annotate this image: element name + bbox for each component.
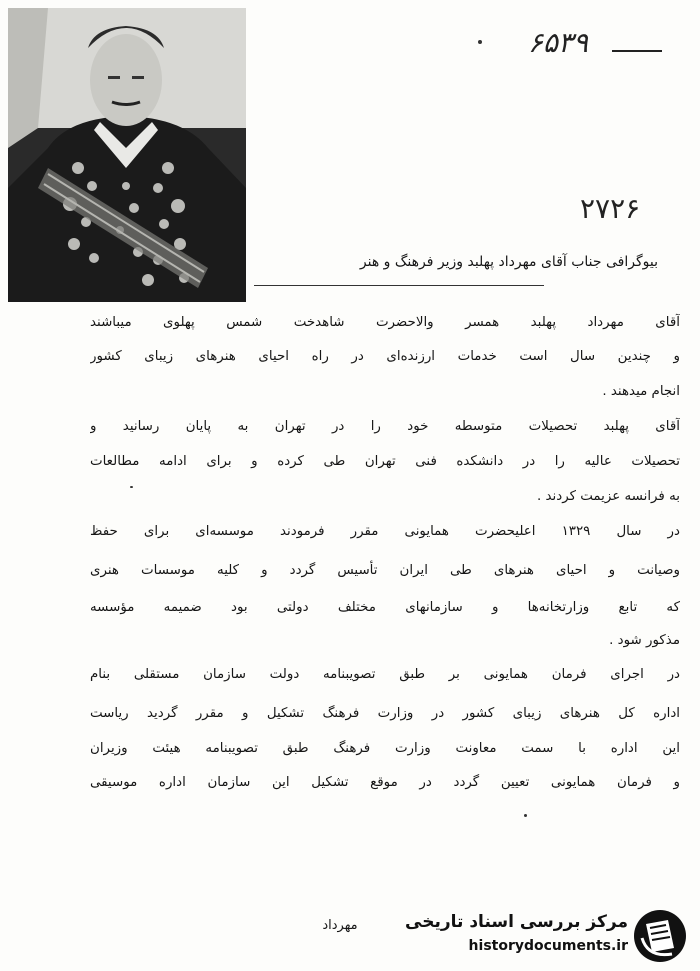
body-line: و فرمان همایونی تعیین گردد در موقع تشکیل این سازمان اداره موسیقی [90, 775, 680, 790]
body-line: انجام میدهند . [602, 384, 680, 399]
top-divider [612, 50, 662, 52]
archive-number: ۶۵۳۹ [527, 26, 588, 59]
portrait-photo [8, 8, 246, 302]
body-line: مذکور شود . [609, 633, 680, 648]
body-line: آقای مهرداد پهلبد همسر والاحضرت شاهدخت شمس پهلوی میباشند [90, 315, 680, 330]
scan-speck [130, 486, 133, 488]
portrait-drawing [8, 8, 246, 302]
title-underline [254, 285, 544, 286]
archive-logo-icon [632, 908, 688, 964]
body-line: وصیانت و احیای هنرهای طی ایران تأسیس گردد و کلیه موسسات هنری [90, 563, 680, 578]
body-line: این اداره با سمت معاونت وزارت فرهنگ طبق تصویبنامه هیئت وزیران [90, 741, 680, 756]
watermark-url: historydocuments.ir [468, 938, 628, 954]
body-line: آقای پهلبد تحصیلات متوسطه خود را در تهران به پایان رسانید و [90, 419, 680, 434]
signature: مهرداد [322, 918, 358, 933]
body-line: که تابع وزارتخانه‌ها و سازمانهای مختلف دولتی بود ضمیمه مؤسسه [90, 600, 680, 615]
watermark-name: مرکز بررسی اسناد تاریخی [405, 912, 628, 932]
document-title: بیوگرافی جناب آقای مهرداد پهلبد وزیر فرهنگ و هنر [359, 254, 658, 270]
body-line: و چندین سال است خدمات ارزنده‌ای در راه احیای هنرهای زیبای کشور [90, 349, 680, 364]
body-line: در سال ۱۳۲۹ اعلیحضرت همایونی مقرر فرمودند موسسه‌ای برای حفظ [90, 524, 680, 539]
body-line: به فرانسه عزیمت کردند . [536, 489, 680, 504]
body-line: در اجرای فرمان همایونی بر طبق تصویبنامه دولت سازمان مستقلی بنام [90, 667, 680, 682]
body-line: تحصیلات عالیه را در دانشکده فنی تهران طی کرده و برای ادامه مطالعات [90, 454, 680, 469]
side-number: ۲۷۲۶ [580, 192, 641, 225]
scan-speck [524, 814, 527, 817]
scan-speck [478, 40, 482, 44]
body-line: اداره کل هنرهای زیبای کشور در وزارت فرهنگ تشکیل و مقرر گردید ریاست [90, 706, 680, 721]
watermark [405, 906, 692, 966]
